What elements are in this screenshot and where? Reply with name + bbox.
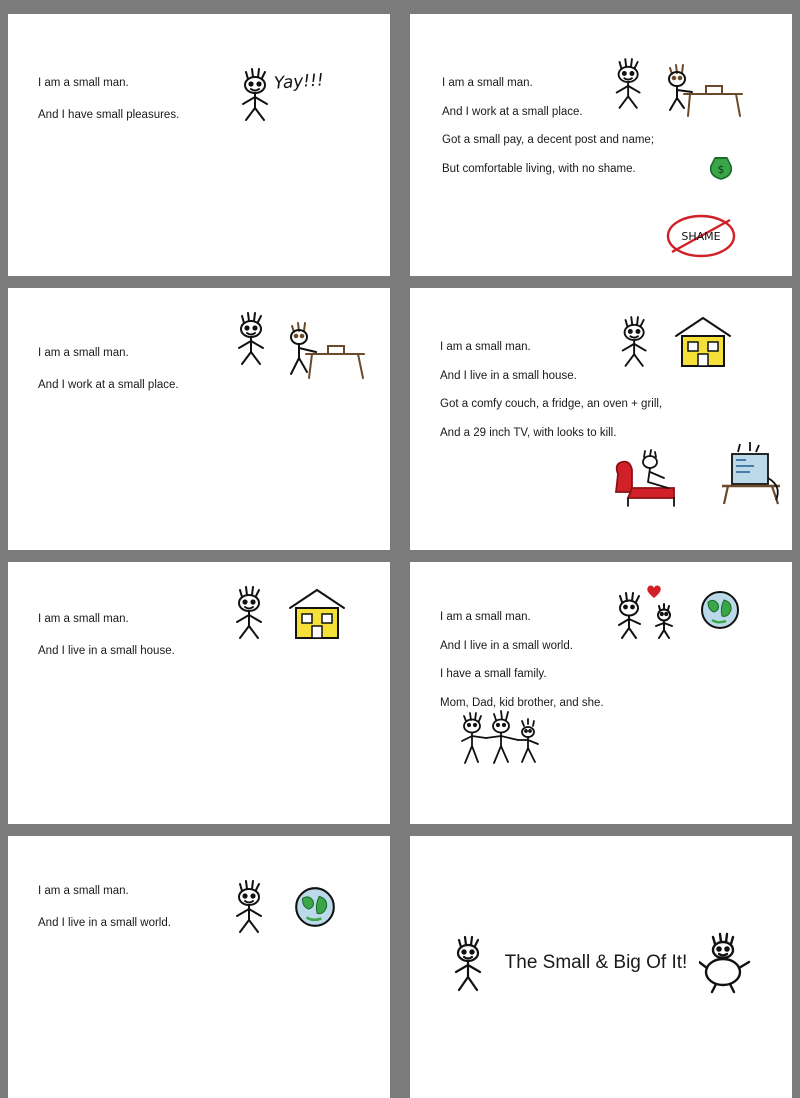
slide-6-line-3: I have a small family. — [440, 668, 547, 681]
stick-man-icon — [616, 314, 658, 368]
slide-4-line-2: And I live in a small house. — [440, 369, 577, 382]
desk-worker-icon — [662, 60, 748, 122]
yay-text-icon: Yay!!! — [273, 70, 325, 94]
stick-man-icon — [232, 310, 276, 366]
stick-man-icon — [230, 878, 274, 934]
svg-text:$: $ — [717, 163, 725, 176]
heart-icon — [646, 584, 662, 599]
slide-2-line-3: Got a small pay, a decent post and name; — [442, 134, 655, 147]
slide-5-line-2: And I live in a small house. — [38, 644, 175, 657]
slide-7-line-2: And I live in a small world. — [38, 916, 171, 929]
slide-6-line-2: And I live in a small world. — [440, 639, 573, 652]
slide-4[interactable] — [410, 288, 792, 550]
house-icon — [672, 312, 734, 372]
stick-man-icon — [610, 56, 652, 110]
slide-6-line-1: I am a small man. — [440, 611, 531, 623]
couch-icon — [608, 448, 686, 512]
slide-5[interactable] — [8, 562, 390, 824]
slide-2-line-2: And I work at a small place. — [442, 105, 583, 118]
tv-icon — [710, 438, 788, 508]
slide-3-line-1: I am a small man. — [38, 347, 129, 359]
no-shame-icon — [664, 212, 738, 260]
slide-1-line-2: And I have small pleasures. — [38, 108, 180, 121]
stick-man-icon — [449, 934, 493, 992]
svg-text:SHAME: SHAME — [681, 230, 721, 243]
stick-man-icon — [230, 584, 274, 640]
slide-4-line-4: And a 29 inch TV, with looks to kill. — [440, 426, 617, 439]
slide-7[interactable] — [8, 836, 390, 1098]
slide-6-line-4: Mom, Dad, kid brother, and she. — [440, 696, 604, 709]
slide-3-line-2: And I work at a small place. — [38, 378, 179, 391]
slide-1-line-1: I am a small man. — [38, 77, 129, 89]
money-bag-icon — [706, 152, 736, 184]
slide-2-line-4: But comfortable living, with no shame. — [442, 162, 636, 175]
slide-6[interactable] — [410, 562, 792, 824]
page-title: The Small & Big Of It! — [504, 952, 688, 973]
family-icon — [456, 708, 552, 766]
slide-3[interactable] — [8, 288, 390, 550]
slide-2[interactable] — [410, 14, 792, 276]
slide-4-line-3: Got a comfy couch, a fridge, an oven + grill, — [440, 398, 663, 411]
globe-icon — [292, 884, 338, 930]
slide-7-line-1: I am a small man. — [38, 885, 129, 897]
house-icon — [286, 584, 348, 644]
slide-8-title[interactable] — [410, 836, 792, 1098]
slide-2-line-1: I am a small man. — [442, 77, 533, 89]
big-man-icon — [699, 932, 753, 994]
globe-icon — [698, 588, 742, 632]
desk-worker-icon — [284, 318, 370, 384]
title-row — [410, 932, 792, 994]
slide-4-line-1: I am a small man. — [440, 341, 531, 353]
slide-1[interactable] — [8, 14, 390, 276]
slide-5-line-1: I am a small man. — [38, 613, 129, 625]
